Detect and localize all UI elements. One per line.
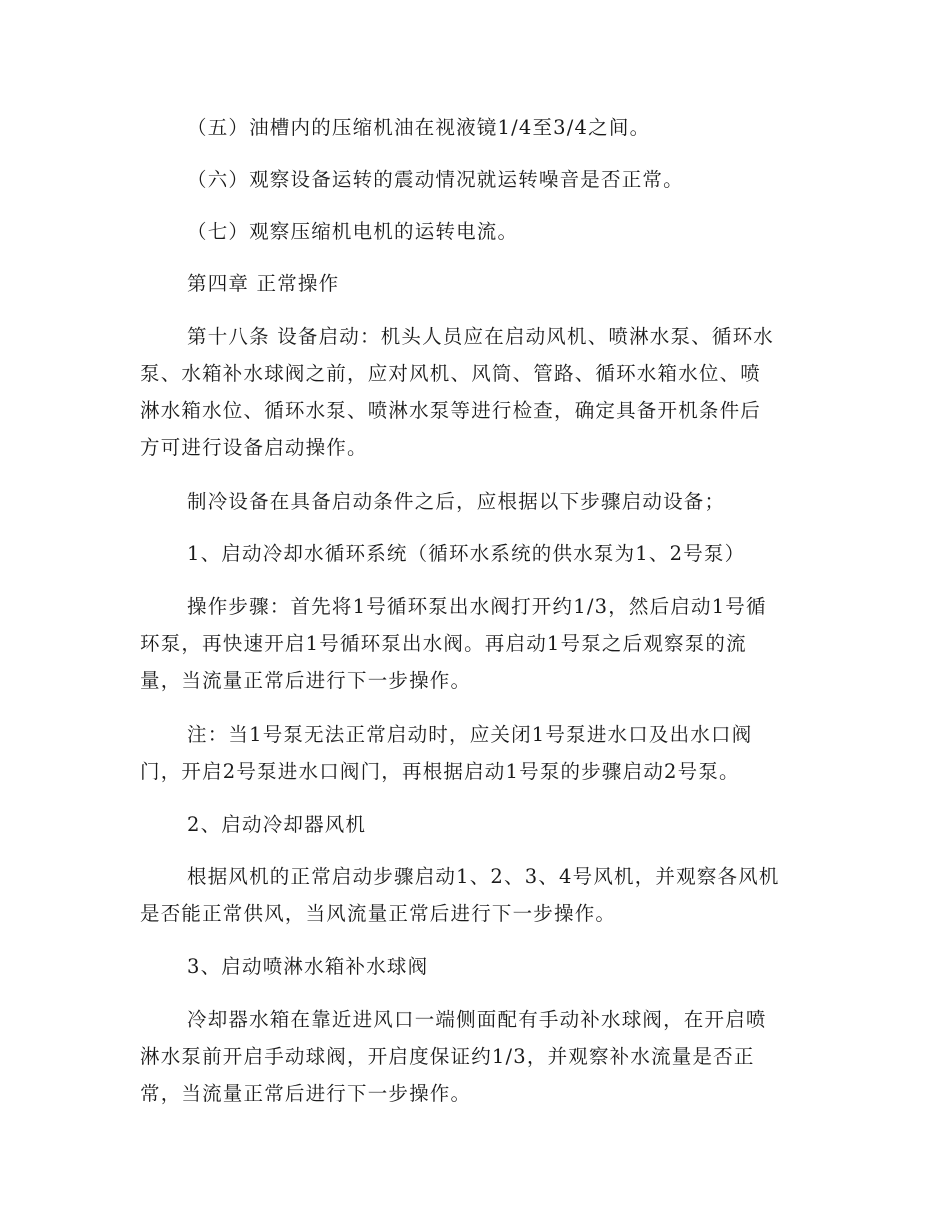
text-line: 第十八条 设备启动：机头人员应在启动风机、喷淋水泵、循环水: [187, 325, 774, 348]
paragraph-ball-valve: [140, 1001, 810, 1112]
chapter-heading: [140, 265, 810, 302]
text-line: 泵、水箱补水球阀之前，应对风机、风筒、管路、循环水箱水位、喷: [140, 362, 762, 385]
text-line: 淋水箱水位、循环水泵、喷淋水泵等进行检查，确定具备开机条件后: [140, 399, 762, 422]
text-line: 注：当1号泵无法正常启动时，应关闭1号泵进水口及出水口阀: [187, 723, 753, 746]
text-line: （五）油槽内的压缩机油在视液镜1/4至3/4之间。: [187, 116, 651, 139]
text-line: 操作步骤：首先将1号循环泵出水阀打开约1/3，然后启动1号循: [187, 595, 767, 618]
text-line: 冷却器水箱在靠近进风口一端侧面配有手动补水球阀，在开启喷: [187, 1008, 767, 1031]
paragraph-vibration-check: [140, 161, 810, 198]
paragraph-operation-steps: [140, 588, 810, 699]
paragraph-note: [140, 716, 810, 790]
text-line: 门，开启2号泵进水口阀门，再根据启动1号泵的步骤启动2号泵。: [140, 760, 740, 783]
step-3-heading: [140, 948, 810, 985]
text-line: 第四章 正常操作: [187, 272, 340, 295]
text-line: 淋水泵前开启手动球阀，开启度保证约1/3，并观察补水流量是否正: [140, 1045, 755, 1068]
step-1-heading: [140, 535, 810, 572]
text-line: （七）观察压缩机电机的运转电流。: [187, 220, 519, 243]
text-line: 3、启动喷淋水箱补水球阀: [187, 955, 429, 978]
text-line: 1、启动冷却水循环系统（循环水系统的供水泵为1、2号泵）: [187, 542, 746, 565]
step-2-heading: [140, 806, 810, 843]
text-line: 制冷设备在具备启动条件之后，应根据以下步骤启动设备；: [187, 490, 726, 513]
text-line: 环泵，再快速开启1号循环泵出水阀。再启动1号泵之后观察泵的流: [140, 632, 747, 655]
paragraph-article-18: [140, 318, 810, 466]
text-line: 量，当流量正常后进行下一步操作。: [140, 669, 472, 692]
text-line: （六）观察设备运转的震动情况就运转噪音是否正常。: [187, 168, 684, 191]
paragraph-motor-current: [140, 213, 810, 250]
text-line: 方可进行设备启动操作。: [140, 436, 368, 459]
text-line: 2、启动冷却器风机: [187, 813, 367, 836]
paragraph-fan-startup: [140, 858, 810, 932]
text-line: 是否能正常供风，当风流量正常后进行下一步操作。: [140, 902, 617, 925]
paragraph-oil-level: [140, 109, 810, 146]
paragraph-startup-intro: [140, 483, 810, 520]
text-line: 常，当流量正常后进行下一步操作。: [140, 1082, 472, 1105]
text-line: 根据风机的正常启动步骤启动1、2、3、4号风机，并观察各风机: [187, 865, 780, 888]
